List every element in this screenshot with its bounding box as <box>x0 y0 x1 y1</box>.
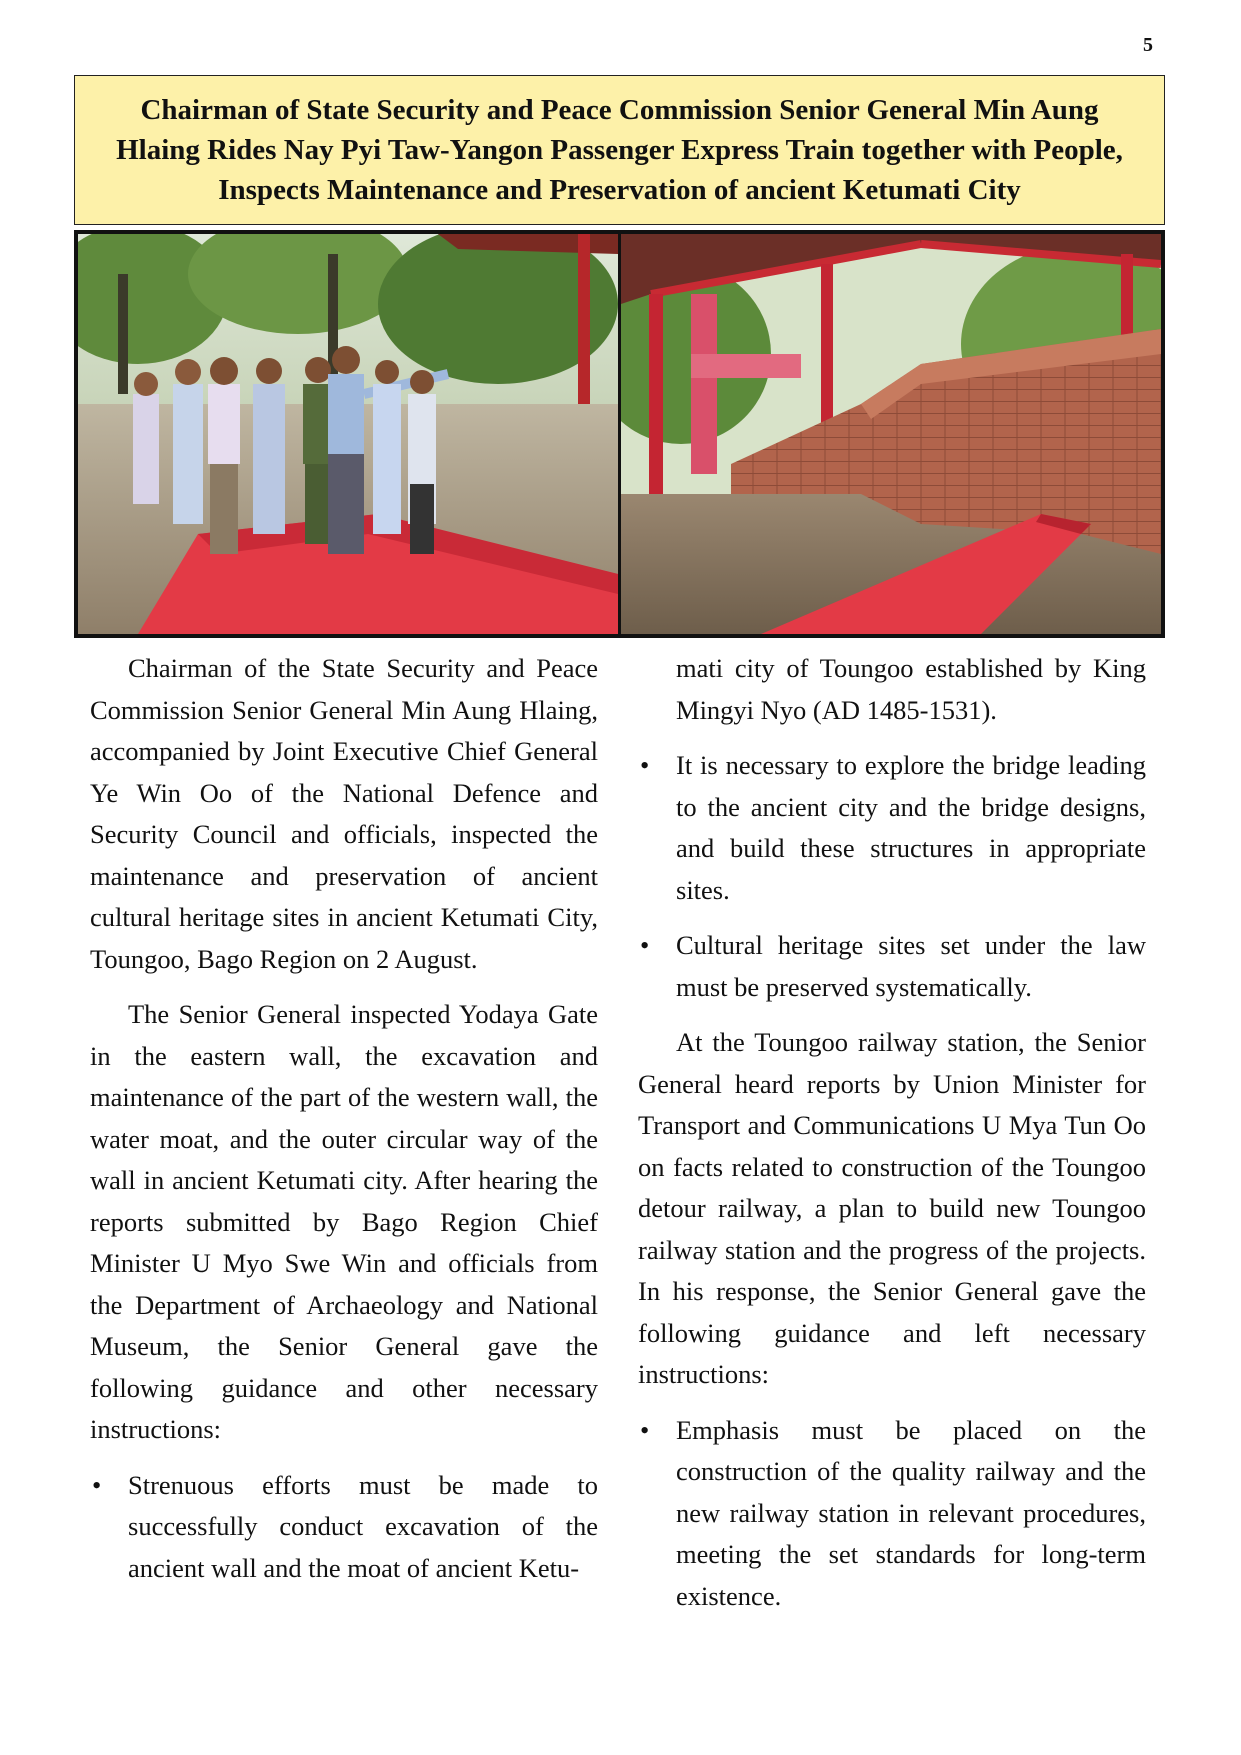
headline-box <box>74 75 1165 225</box>
photo-officials <box>78 234 618 634</box>
photo-brick-wall <box>621 234 1161 634</box>
list-item <box>638 1410 1146 1618</box>
list-item <box>638 925 1146 1008</box>
guidance-list-1 <box>90 1465 598 1590</box>
guidance-list-3 <box>638 1410 1146 1618</box>
list-item-continuation: mati city of Toungoo established by King Mingyi Nyo (AD 1485-1531). <box>676 653 1146 725</box>
paragraph-intro: Chairman of the State Security and Peace Commission Senior General Min Aung Hlaing, accompanied by Joint Executive Chief General Ye Win Oo of the National Defence and Security Council and officials, inspected the maintenance and preservation of ancient cultural heritage sites in ancient Ketumati City, Toungoo, Bago Region on 2 August. <box>90 653 598 974</box>
left-column <box>90 648 598 1603</box>
headline: Chairman of State Security and Peace Commission Senior General Min Aung Hlaing Rides Nay Pyi Taw-Yangon Passenger Express Train together with People, Inspects Maintenance and Preservation of ancient Ketumati City <box>116 94 1123 206</box>
bullet-icon: • <box>640 930 650 960</box>
right-column <box>638 648 1146 1631</box>
photo-strip <box>74 230 1165 638</box>
list-item <box>90 1465 598 1590</box>
list-item-text: Emphasis must be placed on the construction of the quality railway and the new railway station in relevant procedures, meeting the set standards for long-term existence. <box>676 1414 1146 1611</box>
paragraph-inspection: The Senior General inspected Yodaya Gate in the eastern wall, the excavation and maintenance of the part of the western wall, the water moat, and the outer circular way of the wall in ancient Ketumati city. After hearing the reports submitted by Bago Region Chief Minister U Myo Swe Win and officials from the Department of Archaeology and National Museum, the Senior General gave the following guidance and other necessary instructions: <box>90 999 598 1444</box>
bullet-icon: • <box>640 750 650 780</box>
bullet-icon: • <box>92 1469 102 1500</box>
page-number: 5 <box>1143 34 1153 56</box>
list-item <box>638 745 1146 911</box>
list-item-text: Cultural heritage sites set under the law must be preserved systematically. <box>676 930 1146 1002</box>
paragraph-railway: At the Toungoo railway station, the Senior General heard reports by Union Minister for Transport and Communications U Mya Tun Oo on facts related to construction of the Toungoo detour railway, a plan to build new Toungoo railway station and the progress of the projects. In his response, the Senior General gave the following guidance and left necessary instructions: <box>638 1027 1146 1389</box>
guidance-list-2 <box>638 745 1146 1008</box>
list-item-text: Strenuous efforts must be made to successfully conduct excavation of the ancient wall and the moat of ancient Ketu- <box>128 1469 598 1583</box>
list-item-text: It is necessary to explore the bridge leading to the ancient city and the bridge designs, and build these structures in appropriate sites. <box>676 750 1146 905</box>
bullet-icon: • <box>640 1414 650 1445</box>
